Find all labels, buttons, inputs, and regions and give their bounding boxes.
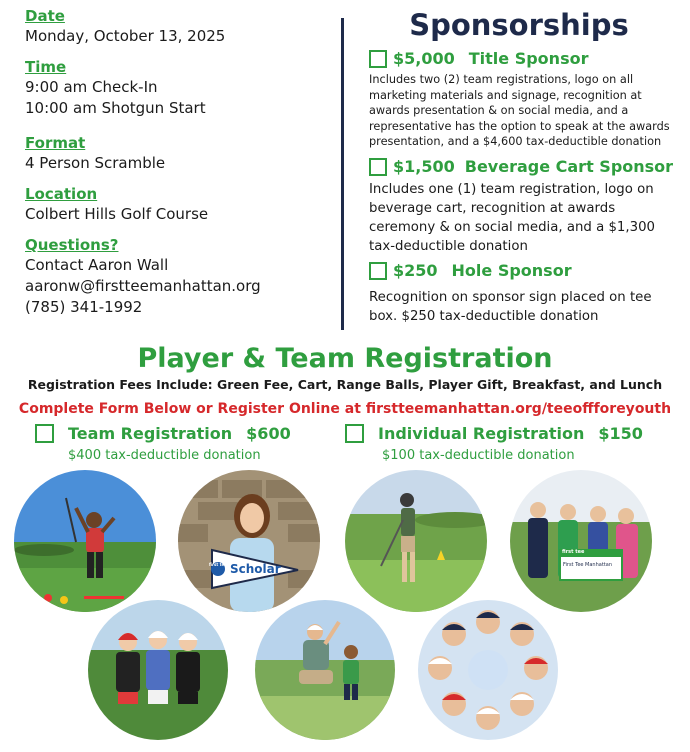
location-value: Colbert Hills Golf Course [25, 205, 209, 223]
team-registration-option[interactable] [35, 424, 291, 443]
sponsorships-panel [369, 6, 679, 326]
format-section [25, 133, 335, 174]
photo-three-girls [88, 600, 228, 740]
time-checkin: 9:00 am Check-In [25, 78, 158, 96]
team-donation-note: $400 tax-deductible donation [68, 448, 261, 463]
sponsorships-title: Sponsorships [409, 8, 629, 42]
photo-scholar-with-pennant [178, 470, 320, 612]
date-section [25, 6, 335, 47]
tier-title-sponsor [369, 48, 679, 70]
format-value: 4 Person Scramble [25, 154, 166, 172]
contact-email[interactable]: aaronw@firstteemanhattan.org [25, 277, 261, 295]
photo-kid-celebrating [14, 470, 156, 612]
individual-registration-label: Individual Registration [378, 424, 585, 443]
tier-description: Includes one (1) team registration, logo on beverage cart, recognition at awards ceremony & on social media, and a $1,300 tax-deductible donation [369, 181, 655, 254]
photo-check-presentation [510, 470, 652, 612]
team-registration-label: Team Registration [68, 424, 233, 443]
contact-phone[interactable]: (785) 341-1992 [25, 298, 143, 316]
photo-golfer-swing [345, 470, 487, 612]
tier-price: $5,000 [393, 49, 455, 68]
beverage-cart-checkbox[interactable] [369, 158, 387, 176]
event-details [25, 6, 335, 328]
questions-section [25, 235, 335, 318]
photo-group-huddle [418, 600, 558, 740]
check-header: first tee [562, 549, 585, 555]
tier-name: Hole Sponsor [451, 260, 572, 280]
register-online-link[interactable]: Complete Form Below or Register Online at firstteemanhattan.org/teeoffforeyouth [18, 401, 672, 417]
tier-beverage-cart-sponsor [369, 156, 679, 178]
time-label: Time [25, 58, 67, 76]
registration-title: Player & Team Registration [137, 343, 553, 374]
tier-hole-sponsor [369, 260, 679, 282]
location-section [25, 184, 335, 225]
check-payee: First Tee Manhattan [563, 562, 612, 568]
date-label: Date [25, 7, 65, 25]
individual-registration-price: $150 [598, 424, 643, 443]
title-sponsor-checkbox[interactable] [369, 50, 387, 68]
contact-name: Contact Aaron Wall [25, 256, 169, 274]
individual-donation-note: $100 tax-deductible donation [382, 448, 575, 463]
registration-fees: Registration Fees Include: Green Fee, Cart, Range Balls, Player Gift, Breakfast, and Lunch [27, 377, 663, 392]
date-value: Monday, October 13, 2025 [25, 27, 226, 45]
pennant-badge: first tee [209, 562, 227, 567]
questions-label: Questions? [25, 236, 119, 254]
tier-name: Title Sponsor [468, 49, 589, 68]
team-registration-price: $600 [246, 424, 291, 443]
photo-coach-and-kid [255, 600, 395, 740]
column-divider [341, 18, 344, 330]
pennant-text: Scholar [230, 562, 281, 576]
time-shotgun: 10:00 am Shotgun Start [25, 99, 206, 117]
location-label: Location [25, 185, 98, 203]
tier-price: $250 [393, 260, 438, 280]
tier-name: Beverage Cart Sponsor [464, 156, 674, 176]
tier-description: Recognition on sponsor sign placed on tee box. $250 tax-deductible donation [369, 289, 652, 324]
individual-registration-checkbox[interactable] [345, 424, 364, 443]
hole-sponsor-checkbox[interactable] [369, 262, 387, 280]
tier-price: $1,500 [393, 156, 455, 176]
format-label: Format [25, 134, 86, 152]
time-section [25, 57, 335, 119]
tier-description: Includes two (2) team registrations, logo on all marketing materials and signage, recognition at awards presentation & on social media, and a representative has the option to speak at the awards presentation, and a $4,600 tax-deductible donation [369, 73, 670, 148]
individual-registration-option[interactable] [345, 424, 643, 443]
team-registration-checkbox[interactable] [35, 424, 54, 443]
